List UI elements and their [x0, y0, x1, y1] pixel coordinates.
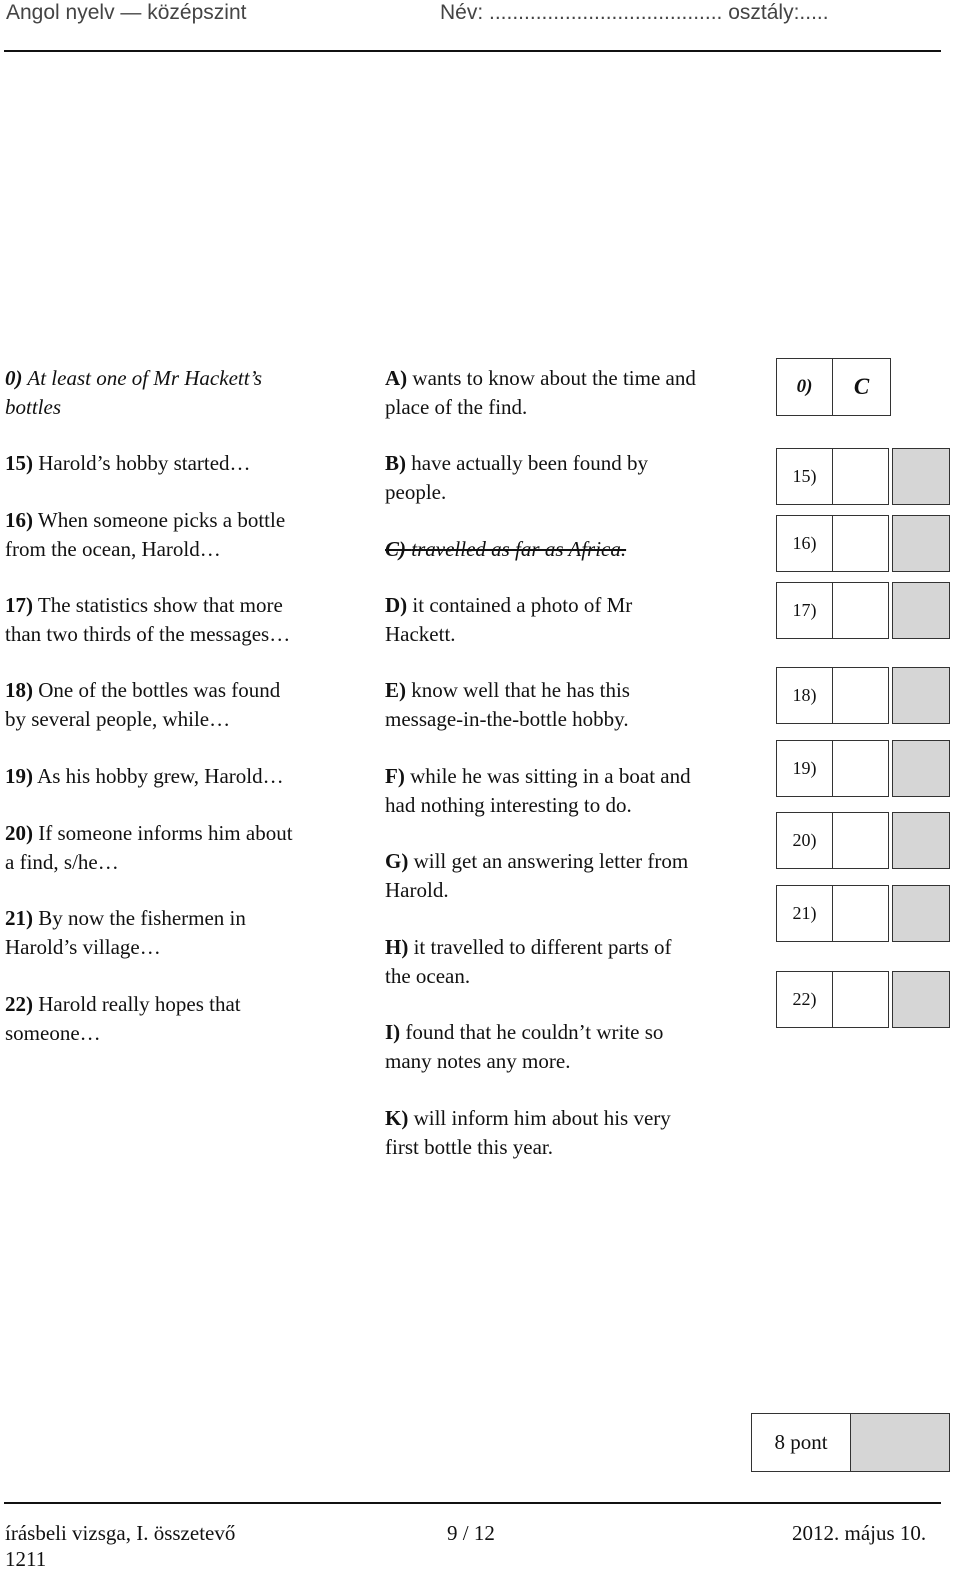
question-number: 19)	[5, 764, 33, 788]
question-number: 16)	[5, 508, 33, 532]
question-number: 17)	[5, 593, 33, 617]
question-number: 15)	[5, 451, 33, 475]
answer-box-22[interactable]	[832, 971, 889, 1028]
question-text-line2: by several people, while…	[5, 706, 231, 731]
answer-text-line2: people.	[385, 479, 447, 504]
header-rule	[4, 50, 941, 52]
grid-example-answer: C	[832, 358, 891, 416]
answer-text-line2: Hackett.	[385, 621, 456, 646]
question-18	[5, 676, 280, 733]
answer-a	[385, 364, 696, 421]
answer-text-line2: the ocean.	[385, 963, 471, 988]
answer-box-19[interactable]	[832, 740, 889, 797]
score-box-21	[892, 885, 950, 942]
answer-k	[385, 1104, 671, 1161]
question-number: 18)	[5, 678, 33, 702]
grid-label-20: 20)	[776, 812, 833, 869]
question-number: 22)	[5, 992, 33, 1016]
answer-letter: K)	[385, 1106, 409, 1130]
score-box-16	[892, 515, 950, 572]
answer-letter: D)	[385, 593, 408, 617]
footer-exam-info: írásbeli vizsga, I. összetevő	[5, 1521, 236, 1545]
score-box-20	[892, 812, 950, 869]
grid-label-16: 16)	[776, 515, 833, 572]
answer-text-line1: know well that he has this	[411, 678, 630, 702]
answer-letter: H)	[385, 935, 409, 959]
answer-c-example-struck	[385, 535, 626, 564]
question-text-line2: a find, s/he…	[5, 849, 119, 874]
answer-text-line2: place of the find.	[385, 394, 528, 419]
answer-letter: I)	[385, 1020, 401, 1044]
header-subject: Angol nyelv — középszint	[6, 1, 247, 24]
question-15	[5, 449, 251, 478]
answer-text-line2: Harold.	[385, 877, 449, 902]
answer-text-line1: will get an answering letter from	[413, 849, 689, 873]
footer-rule	[4, 1502, 941, 1504]
answer-text-line1: have actually been found by	[411, 451, 648, 475]
header-name-class-fields: Név: ........................................ osztály:.....	[440, 1, 829, 24]
answer-box-18[interactable]	[832, 667, 889, 724]
answer-text-line2: message-in-the-bottle hobby.	[385, 706, 629, 731]
answer-text-line2: had nothing interesting to do.	[385, 792, 632, 817]
answer-box-21[interactable]	[832, 885, 889, 942]
grid-label-21: 21)	[776, 885, 833, 942]
question-text-line1: The statistics show that more	[37, 593, 283, 617]
answer-box-17[interactable]	[832, 582, 889, 639]
answer-box-20[interactable]	[832, 812, 889, 869]
answer-letter: A)	[385, 366, 408, 390]
question-text-line1: As his hobby grew, Harold…	[37, 764, 284, 788]
grid-label-15: 15)	[776, 448, 833, 505]
question-17	[5, 591, 290, 648]
question-16	[5, 506, 285, 563]
score-box-15	[892, 448, 950, 505]
answer-d	[385, 591, 632, 648]
question-text-line1: By now the fishermen in	[38, 906, 246, 930]
answer-letter: F)	[385, 764, 405, 788]
question-22	[5, 990, 241, 1047]
question-19	[5, 762, 284, 791]
answer-text-line1: found that he couldn’t write so	[405, 1020, 664, 1044]
grid-example-label: 0)	[776, 358, 833, 416]
answer-text-line2: first bottle this year.	[385, 1134, 553, 1159]
question-text-line2: from the ocean, Harold…	[5, 536, 221, 561]
question-21	[5, 904, 246, 961]
answer-h	[385, 933, 672, 990]
grid-label-17: 17)	[776, 582, 833, 639]
answer-text-line1: wants to know about the time and	[412, 366, 696, 390]
question-number: 0)	[5, 366, 23, 390]
question-text-line2: bottles	[5, 394, 61, 419]
answer-letter: G)	[385, 849, 409, 873]
answer-letter: C)	[385, 537, 406, 561]
question-0	[5, 364, 262, 421]
answer-text-line2: many notes any more.	[385, 1048, 571, 1073]
question-text-line1: Harold really hopes that	[38, 992, 241, 1016]
answer-text-line1: while he was sitting in a boat and	[410, 764, 691, 788]
answer-text-line1: travelled as far as Africa.	[411, 537, 627, 561]
answer-g	[385, 847, 688, 904]
answer-i	[385, 1018, 663, 1075]
answer-text-line1: will inform him about his very	[413, 1106, 671, 1130]
score-box-22	[892, 971, 950, 1028]
answer-text-line1: it contained a photo of Mr	[412, 593, 633, 617]
question-text-line1: Harold’s hobby started…	[38, 451, 251, 475]
answer-e	[385, 676, 630, 733]
question-text-line2: than two thirds of the messages…	[5, 621, 291, 646]
question-text-line2: Harold’s village…	[5, 934, 161, 959]
question-number: 21)	[5, 906, 33, 930]
footer-date: 2012. május 10.	[792, 1521, 927, 1545]
score-entry-box	[850, 1413, 950, 1472]
score-box-17	[892, 582, 950, 639]
score-label: 8 pont	[751, 1413, 851, 1472]
answer-letter: B)	[385, 451, 406, 475]
question-text-line1: If someone informs him about	[38, 821, 293, 845]
footer-page-number: 9 / 12	[447, 1521, 495, 1545]
answer-box-15[interactable]	[832, 448, 889, 505]
grid-label-18: 18)	[776, 667, 833, 724]
answer-letter: E)	[385, 678, 406, 702]
answer-text-line1: it travelled to different parts of	[413, 935, 672, 959]
question-text-line1: When someone picks a bottle	[37, 508, 286, 532]
question-text-line1: One of the bottles was found	[38, 678, 281, 702]
question-text-line1: At least one of Mr Hackett’s	[27, 366, 263, 390]
answer-f	[385, 762, 691, 819]
footer-exam-code: 1211	[5, 1547, 47, 1571]
answer-b	[385, 449, 648, 506]
grid-label-19: 19)	[776, 740, 833, 797]
score-box-18	[892, 667, 950, 724]
question-20	[5, 819, 293, 876]
question-number: 20)	[5, 821, 33, 845]
answer-box-16[interactable]	[832, 515, 889, 572]
grid-label-22: 22)	[776, 971, 833, 1028]
question-text-line2: someone…	[5, 1020, 101, 1045]
score-box-19	[892, 740, 950, 797]
